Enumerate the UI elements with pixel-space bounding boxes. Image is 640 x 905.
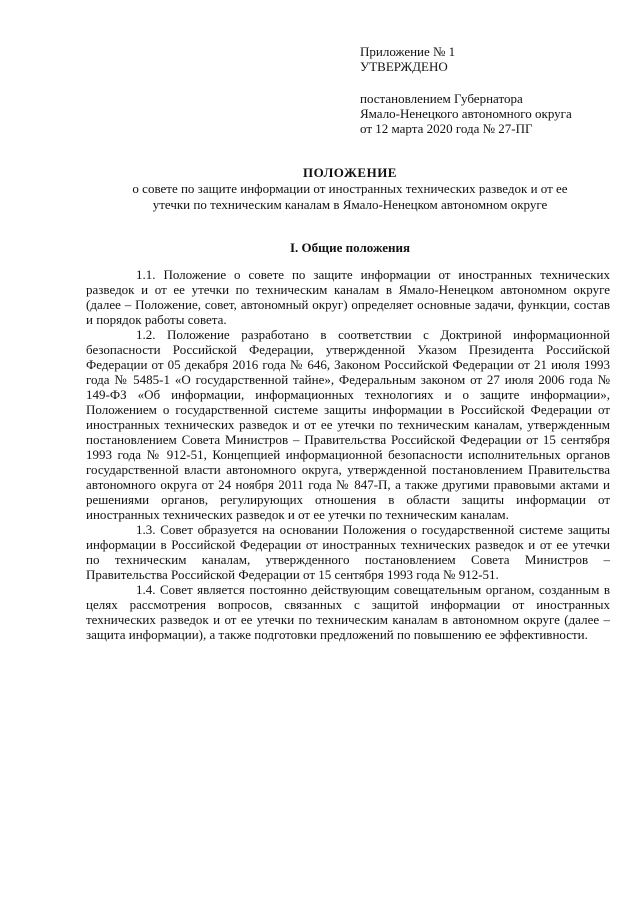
section-heading: I. Общие положения: [290, 240, 410, 255]
approval-line-3: от 12 марта 2020 года № 27-ПГ: [360, 121, 533, 136]
paragraph-1-1: 1.1. Положение о совете по защите информации от иностранных технических разведок и от ее утечки по техническим каналам в Ямало-Ненецком автономном округе (далее – Положение, совет, автономный округ) определяет основные задачи, функции, состав и порядок работы совета.: [86, 267, 610, 327]
section-body: [86, 267, 610, 642]
document-header: [60, 165, 640, 213]
paragraph-1-3: 1.3. Совет образуется на основании Положения о государственной системе защиты информации в Российской Федерации от иностранных технических разведок и от ее утечки по техническим каналам, утвержденного постановлением Совета Министров – Правительства Российской Федерации от 15 сентября 1993 года № 912-51.: [86, 522, 610, 582]
approval-block: [360, 44, 610, 136]
approved-label: УТВЕРЖДЕНО: [360, 59, 448, 74]
document-subtitle-line-1: о совете по защите информации от иностранных технических разведок и от ее: [132, 181, 568, 196]
approval-gap: [360, 74, 610, 91]
approval-line-1: постановлением Губернатора: [360, 91, 523, 106]
paragraph-1-2: 1.2. Положение разработано в соответствии с Доктриной информационной безопасности Российской Федерации, утвержденной Указом Президента Российской Федерации от 05 декабря 2016 года № 646, Законом Российской Федерации от 21 июля 1993 года № 5485-1 «О государственной тайне», Федеральным законом от 27 июля 2006 года № 149-ФЗ «Об информации, информационных технологиях и о защите информации», Положением о государственной системе защиты информации в Российской Федерации от иностранных технических разведок и от ее утечки по техническим каналам, утвержденным постановлением Совета Министров – Правительства Российской Федерации от 15 сентября 1993 года № 912-51, Концепцией информационной безопасности исполнительных органов государственной власти автономного округа, утвержденной постановлением Правительства автономного округа от 24 ноября 2011 года № 847-П, а также другими правовыми актами и решениями органов, регулирующих отношения в области защиты информации от иностранных технических разведок и от ее утечки по техническим каналам.: [86, 327, 610, 522]
appendix-label: Приложение № 1: [360, 44, 456, 59]
document-title: ПОЛОЖЕНИЕ: [303, 165, 397, 180]
approval-line-2: Ямало-Ненецкого автономного округа: [360, 106, 572, 121]
paragraph-1-4: 1.4. Совет является постоянно действующим совещательным органом, созданным в целях рассмотрения вопросов, связанных с защитой информации от иностранных технических разведок и от ее утечки по техническим каналам в автономном округе (далее – защита информации), а также подготовки предложений по повышению ее эффективности.: [86, 582, 610, 642]
document-subtitle-line-2: утечки по техническим каналам в Ямало-Ненецком автономном округе: [152, 197, 548, 212]
